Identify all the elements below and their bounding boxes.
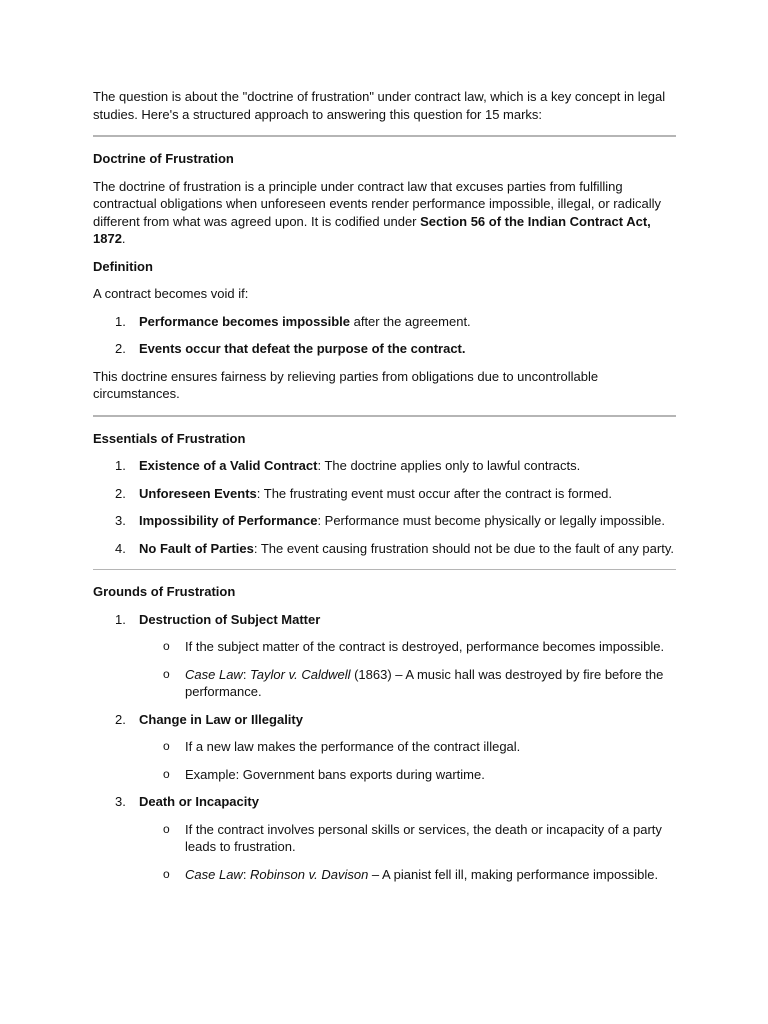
definition-heading: Definition [93, 258, 153, 274]
list-number: 1. [115, 611, 126, 627]
list-item-bold: Impossibility of Performance [139, 513, 318, 528]
list-item [93, 457, 676, 475]
sub-item-text: If a new law makes the performance of the contract illegal. [185, 739, 521, 754]
definition-list [93, 313, 676, 358]
sub-list-item [93, 638, 676, 656]
bullet-icon: o [163, 666, 170, 681]
doctrine-heading: Doctrine of Frustration [93, 151, 234, 166]
list-item-text: : The event causing frustration should not be due to the fault of any party. [253, 540, 674, 556]
sub-item-text: If the subject matter of the contract is destroyed, performance becomes impossible. [185, 639, 665, 654]
sub-item-text: (1863) – A music hall was destroyed by fire before the performance. [185, 666, 664, 699]
list-item-text: after the agreement. [349, 313, 471, 329]
case-name: Robinson v. Davison [250, 866, 369, 882]
sub-list-item [93, 821, 676, 856]
intro-paragraph: The question is about the "doctrine of frustration" under contract law, which is a key concept in legal studies. Here's a structured approach to answering this question for 15 marks: [93, 89, 666, 122]
list-number: 2. [115, 711, 126, 727]
list-number: 1. [115, 458, 126, 473]
case-name: Taylor v. Caldwell [250, 666, 351, 682]
list-item-bold: No Fault of Parties [139, 540, 254, 556]
sub-item-text: If the contract involves personal skills or services, the death or incapacity of a party leads to frustration. [185, 821, 662, 854]
list-item-title: Destruction of Subject Matter [139, 611, 321, 627]
doctrine-paragraph-end: . [121, 231, 126, 246]
doctrine-closing: This doctrine ensures fairness by relieving parties from obligations due to uncontrollable circumstances. [93, 368, 599, 401]
list-item-title: Death or Incapacity [139, 794, 259, 809]
case-law-label: Case Law [185, 866, 243, 882]
essentials-list [93, 457, 676, 557]
list-item [93, 540, 676, 558]
bullet-icon: o [163, 766, 170, 781]
section-divider [93, 415, 676, 417]
bullet-icon: o [163, 739, 170, 753]
sub-list-item [93, 766, 676, 784]
list-number: 1. [115, 313, 126, 329]
bullet-icon: o [163, 866, 170, 881]
list-item-title: Change in Law or Illegality [139, 711, 303, 727]
grounds-heading: Grounds of Frustration [93, 584, 236, 599]
list-item-bold: Events occur that defeat the purpose of the contract. [139, 341, 466, 356]
list-item [93, 512, 676, 530]
list-item [93, 793, 676, 811]
definition-lead: A contract becomes void if: [93, 286, 249, 301]
section-divider [93, 135, 676, 137]
list-item-text: : The frustrating event must occur after the contract is formed. [256, 485, 613, 501]
list-number: 4. [115, 540, 126, 556]
list-item-bold: Unforeseen Events [139, 485, 257, 501]
list-item [93, 711, 676, 729]
list-item-text: : Performance must become physically or legally impossible. [317, 513, 665, 528]
list-item-bold: Existence of a Valid Contract [139, 458, 318, 473]
bullet-icon: o [163, 639, 170, 653]
sub-list-item [93, 738, 676, 756]
case-law-label: Case Law [185, 666, 243, 682]
bullet-icon: o [163, 821, 170, 836]
list-item-bold: Performance becomes impossible [139, 313, 350, 329]
list-item [93, 340, 676, 358]
list-number: 2. [115, 341, 126, 356]
separator: : [242, 666, 251, 682]
list-item-text: : The doctrine applies only to lawful contracts. [317, 458, 581, 473]
separator: : [242, 866, 251, 882]
doctrine-statute: Section 56 of the Indian Contract Act, 1872 [93, 213, 651, 246]
doctrine-paragraph [93, 178, 676, 248]
document-body [93, 88, 676, 893]
list-number: 2. [115, 485, 126, 501]
sub-item-text: Example: Government bans exports during wartime. [185, 766, 485, 782]
list-number: 3. [115, 513, 126, 528]
list-item [93, 611, 676, 629]
sub-list-item [93, 666, 676, 701]
list-item [93, 313, 676, 331]
sub-item-text: – A pianist fell ill, making performance impossible. [368, 866, 659, 882]
section-divider [93, 569, 676, 570]
essentials-heading: Essentials of Frustration [93, 430, 246, 446]
sub-list-item [93, 866, 676, 884]
list-number: 3. [115, 794, 126, 809]
doctrine-paragraph-text: The doctrine of frustration is a principle under contract law that excuses parties from fulfilling contractual obligations when unforeseen events render performance impossible, illegal, or radically different from what was agreed upon. It is codified under [93, 178, 661, 229]
list-item [93, 485, 676, 503]
